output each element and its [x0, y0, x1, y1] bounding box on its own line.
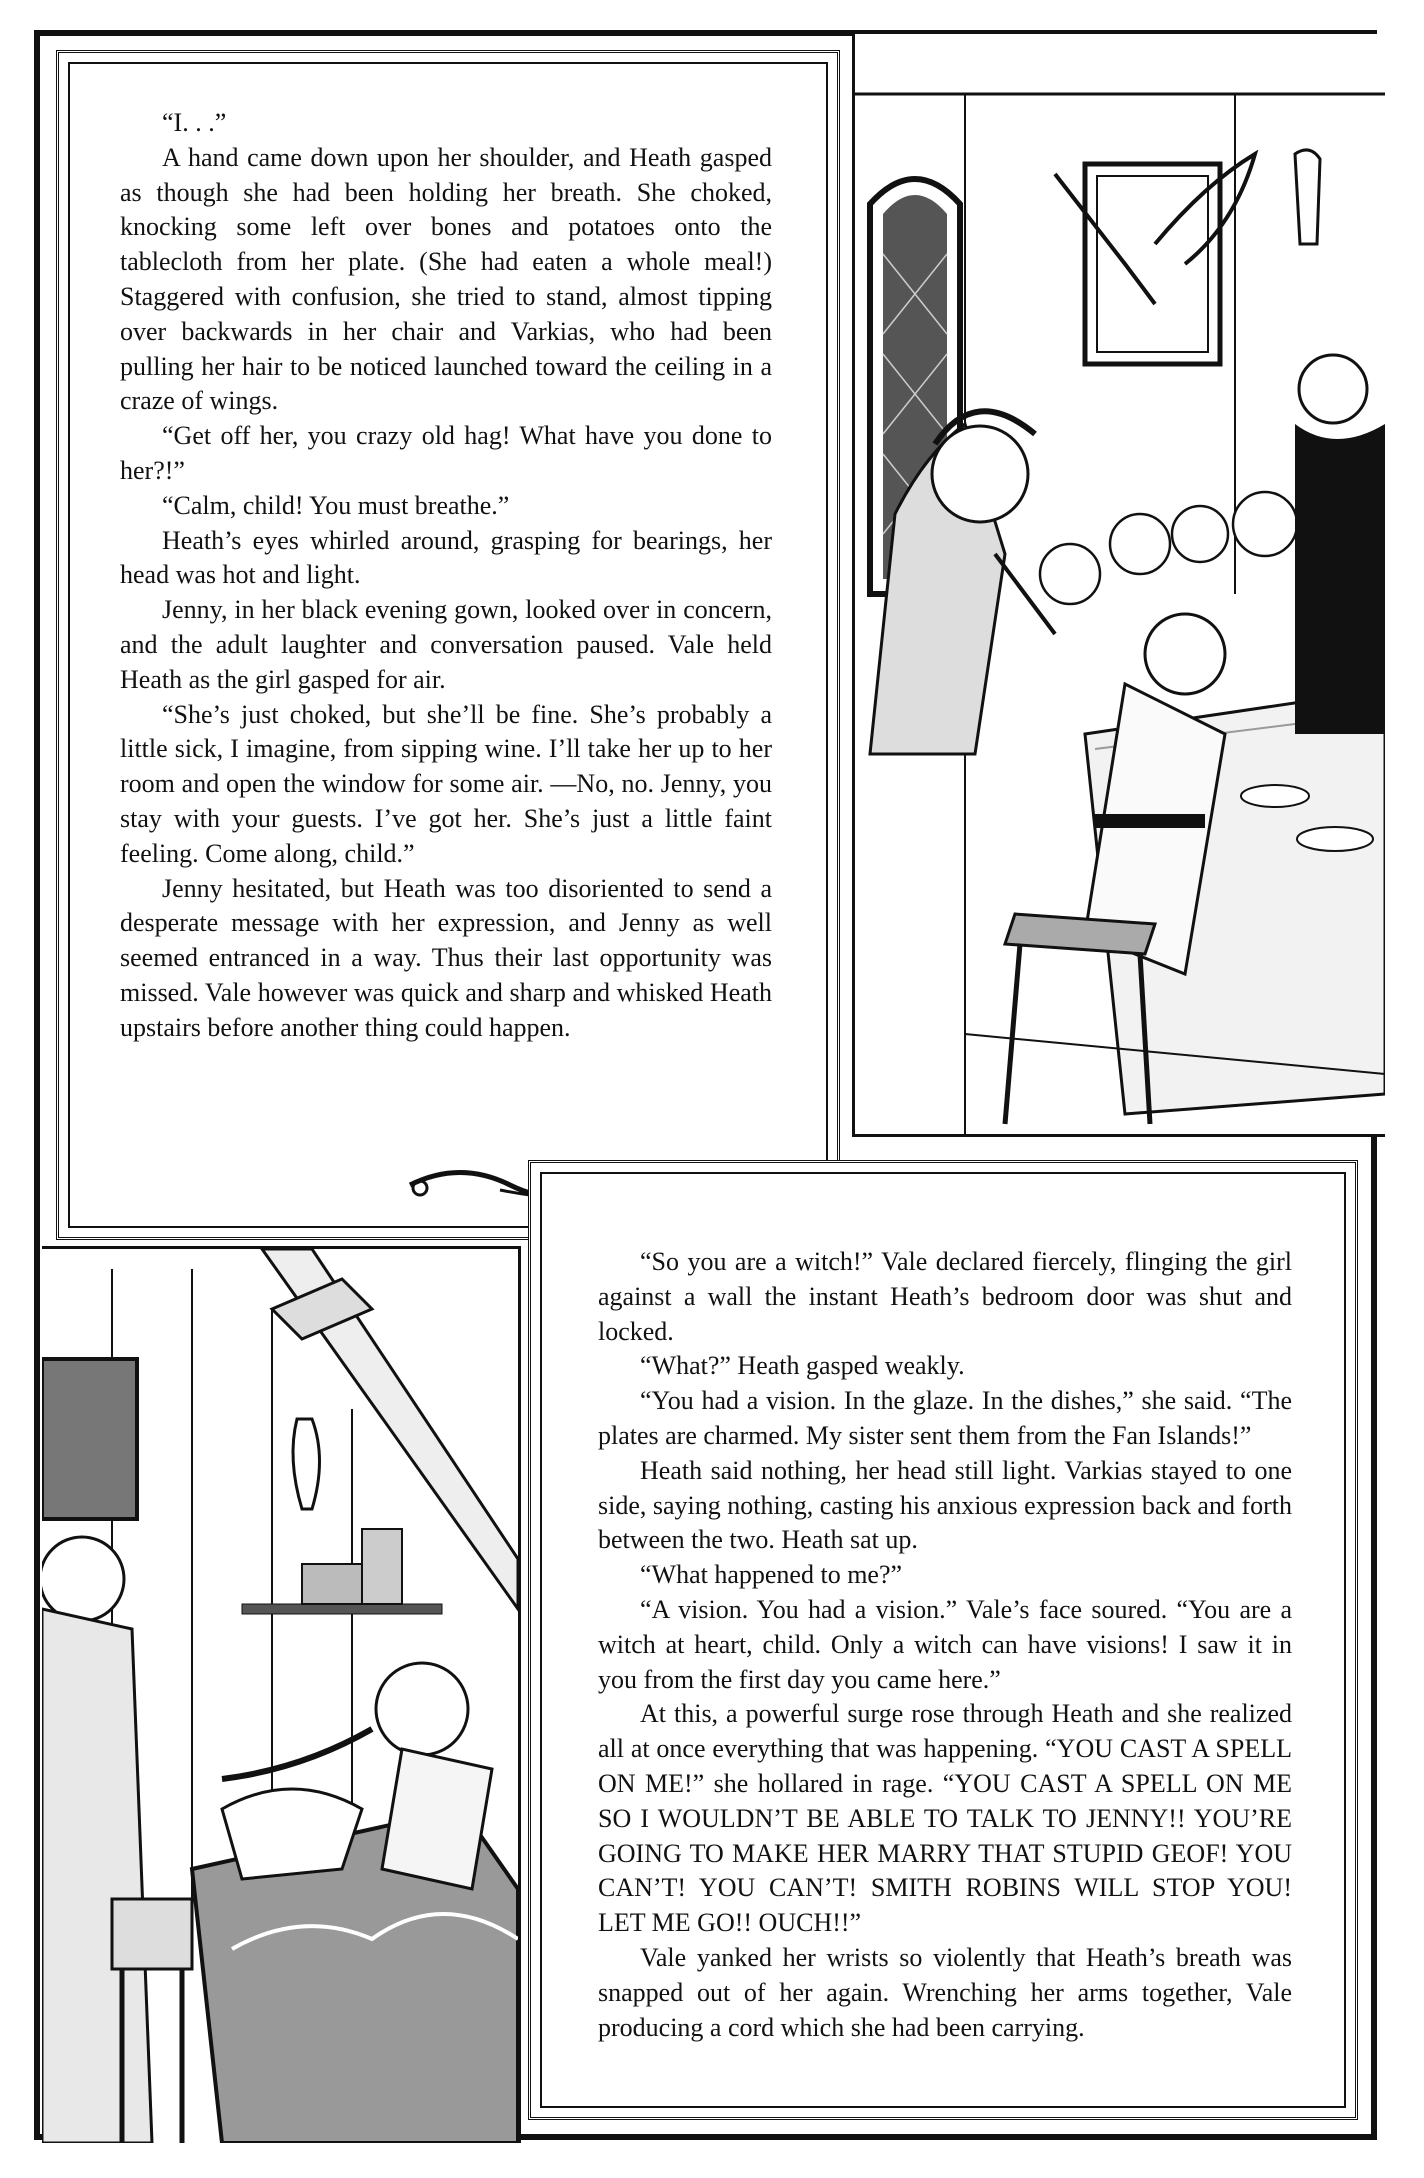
- paragraph: “Get off her, you crazy old hag! What have you done to her?!”: [120, 421, 772, 485]
- paragraph: Heath’s eyes whirled around, grasping for bearings, her head was hot and light.: [120, 525, 772, 590]
- paragraph: A hand came down upon her shoulder, and Heath gasped as though she had been holding her breath. She choked, knocking some left over bones and potatoes onto the tablecloth from her plate. (She had eaten a whole meal!) Staggered with confusion, she tried to stand, almost tipping over backwards in her chair and Varkias, who had been pulling her hair to be noticed launched toward the ceiling in a craze of wings.: [120, 142, 772, 416]
- paragraph: “What?” Heath gasped weakly.: [640, 1351, 965, 1381]
- paragraph: “She’s just choked, but she’ll be fine. She’s probably a little sick, I imagine, from sipping wine. I’ll take her up to her room and open the window for some air. —No, no. Jenny, you stay with your guests. I’ve got her. She’s just a little faint feeling. Come along, child.”: [120, 699, 772, 868]
- paragraph: Vale yanked her wrists so violently that Heath’s breath was snapped out of her again. Wrenching her arms together, Vale producing a cord which she had been carrying.: [598, 1942, 1292, 2042]
- paragraph: Heath said nothing, her head still light. Varkias stayed to one side, saying nothing, casting his anxious expression back and forth between the two. Heath sat up.: [598, 1455, 1292, 1555]
- paragraph: Jenny, in her black evening gown, looked over in concern, and the adult laughter and conversation paused. Vale held Heath as the girl gasped for air.: [120, 595, 772, 694]
- paragraph: “I. . .”: [162, 108, 227, 137]
- dinner-party-illustration: [852, 34, 1385, 1137]
- paragraph: “What happened to me?”: [640, 1560, 903, 1590]
- top-text-column: [120, 106, 772, 1046]
- bedroom-illustration: [42, 1246, 521, 2143]
- paragraph: “So you are a witch!” Vale declared fiercely, flinging the girl against a wall the instant Heath’s bedroom door was shut and locked.: [598, 1247, 1292, 1346]
- paragraph: Jenny hesitated, but Heath was too disoriented to send a desperate message with her expression, and Jenny as well seemed entranced in a way. Thus their last opportunity was missed. Vale however was quick and sharp and whisked Heath upstairs before another thing could happen.: [120, 873, 772, 1042]
- paragraph: At this, a powerful surge rose through Heath and she realized all at once everything that was happening. “YOU CAST A SPELL ON ME!” she hollared in rage. “YOU CAST A SPELL ON ME SO I WOULDN’T BE ABLE TO TALK TO JENNY!! YOU’RE GOING TO MAKE HER MARRY THAT STUPID GEOF! YOU CAN’T! YOU CAN’T! SMITH ROBINS WILL STOP YOU! LET ME GO!! OUCH!!”: [598, 1699, 1292, 1938]
- bottom-text-column: [598, 1245, 1292, 2045]
- paragraph: “You had a vision. In the glaze. In the dishes,” she said. “The plates are charmed. My sister sent them from the Fan Islands!”: [598, 1386, 1292, 1450]
- paragraph: “Calm, child! You must breathe.”: [162, 490, 510, 520]
- paragraph: “A vision. You had a vision.” Vale’s face soured. “You are a witch at heart, child. Only a witch can have visions! I saw it in you from the first day you came here.”: [598, 1594, 1292, 1694]
